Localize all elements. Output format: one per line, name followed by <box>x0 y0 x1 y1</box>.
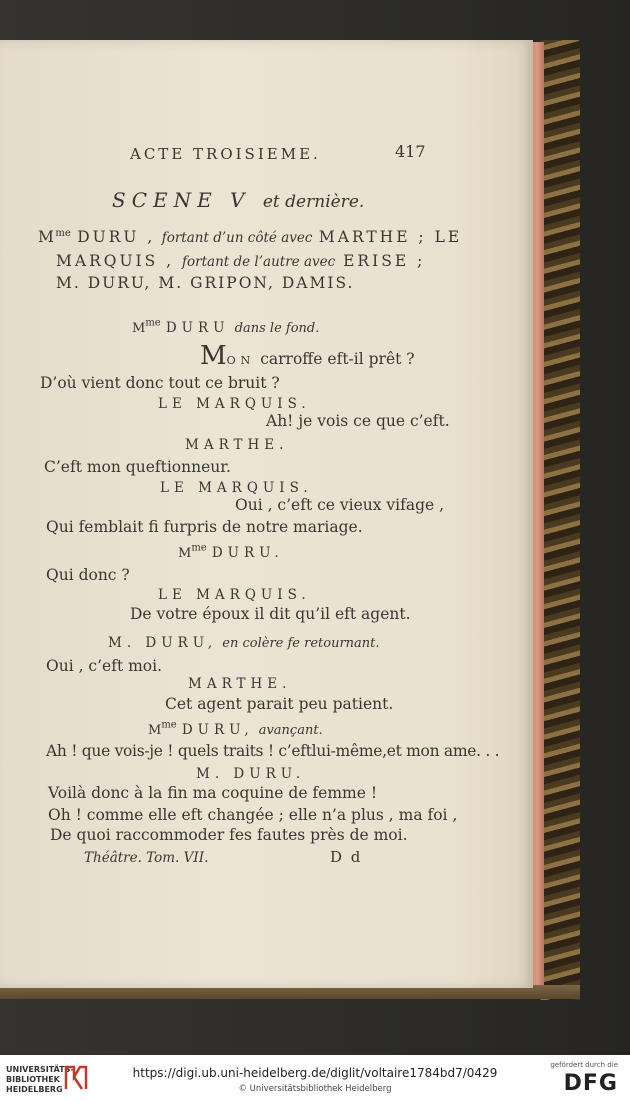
uni-line-1: UNIVERSITÄTS- <box>6 1065 74 1074</box>
scene-title-main: SCENE V <box>112 188 251 212</box>
viewer-footer <box>0 1055 630 1102</box>
verse-5: Oui , c’eft ce vieux vifage , <box>235 496 445 514</box>
speaker-marthe-2: MARTHE. <box>188 676 292 692</box>
verse-8: De votre époux il dit qu’il eft agent. <box>130 605 411 623</box>
gathering-mark: D d <box>330 848 363 866</box>
sp4-me: me <box>161 719 177 731</box>
cast-line-3: M. DURU, M. GRIPON, DAMIS. <box>56 274 355 292</box>
speaker-mme-duru-2 <box>178 542 284 561</box>
sp4-duru: DURU, <box>181 722 254 738</box>
cast-m: M <box>38 228 56 247</box>
cast-marquis: MARQUIS , <box>56 252 175 270</box>
speaker-marquis-1: LE MARQUIS. <box>158 396 311 412</box>
verse-9: Oui , c’eft moi. <box>46 657 163 675</box>
cast-line-1 <box>38 228 462 246</box>
verse-4: C’eft mon queftionneur. <box>44 458 231 476</box>
sp-duru: DURU <box>165 320 230 336</box>
speaker-mme-duru-1 <box>132 317 319 336</box>
speaker-marthe-1: MARTHE. <box>185 437 289 453</box>
cast-stage-1: fortant d’un côté avec <box>161 230 313 247</box>
dropcap-on: ON <box>226 354 256 367</box>
sp3-duru: M. DURU, <box>108 635 218 651</box>
verse-6: Qui femblait fi furpris de notre mariage. <box>46 518 363 536</box>
sp-m: M <box>132 321 146 336</box>
sp2-m: M <box>178 546 192 561</box>
running-header: ACTE TROISIEME. <box>130 145 321 163</box>
sp3-stage: en colère fe retournant. <box>222 636 380 651</box>
book-page <box>0 40 533 988</box>
book-marbled-edge <box>540 40 580 1000</box>
dropcap-m: M <box>200 341 227 371</box>
funded-by-text: gefördert durch die <box>550 1061 618 1069</box>
cast-stage-2: fortant de l’autre avec <box>182 254 336 270</box>
verse-1-text: carroffe eft-il prêt ? <box>260 350 415 368</box>
verse-1 <box>200 341 415 371</box>
document-url-link[interactable]: https://digi.ub.uni-heidelberg.de/diglit/voltaire1784bd7/0429 <box>132 1066 498 1080</box>
dfg-logo: DFG <box>563 1071 618 1096</box>
verse-10: Cet agent parait peu patient. <box>165 695 394 713</box>
cast-me: me <box>55 228 71 239</box>
signature-mark: Théâtre. Tom. VII. <box>84 850 209 866</box>
verse-13: Oh ! comme elle eft changée ; elle n’a plus , ma foi , <box>48 806 458 824</box>
speaker-marquis-2: LE MARQUIS. <box>160 480 313 496</box>
sp2-me: me <box>191 542 207 554</box>
cast-marthe: MARTHE ; LE <box>318 228 463 247</box>
sp-me: me <box>145 317 161 329</box>
verse-12: Voilà donc à la fin ma coquine de femme ! <box>48 784 378 802</box>
uni-line-3: HEIDELBERG <box>6 1085 63 1094</box>
scene-title-sub: et dernière. <box>262 192 365 212</box>
sp2-duru: DURU. <box>211 545 284 561</box>
cast-erise: ERISE ; <box>343 252 426 270</box>
sp4-stage: avançant. <box>258 723 323 738</box>
cast-duru: DURU , <box>77 228 156 247</box>
speaker-mme-duru-3 <box>148 719 323 738</box>
sp4-m: M <box>148 723 162 738</box>
speaker-m-duru-2: M. DURU. <box>196 766 306 782</box>
speaker-marquis-3: LE MARQUIS. <box>158 587 311 603</box>
verse-7: Qui donc ? <box>46 566 130 584</box>
sp-stage: dans le fond. <box>234 321 320 336</box>
cast-line-2 <box>56 252 425 270</box>
scene-title <box>112 188 364 212</box>
page-number: 417 <box>395 142 426 161</box>
verse-2: D’où vient donc tout ce bruit ? <box>40 374 280 392</box>
copyright-text: © Universitätsbibliothek Heidelberg <box>238 1084 392 1094</box>
verse-11: Ah ! que vois-je ! quels traits ! c’eftlui-même,et mon ame. . . <box>46 742 500 760</box>
uni-line-2: BIBLIOTHEK <box>6 1075 60 1084</box>
verse-3: Ah! je vois ce que c’eft. <box>266 412 450 430</box>
speaker-m-duru-1 <box>108 632 380 651</box>
verse-14: De quoi raccommoder fes fautes près de moi. <box>50 826 408 844</box>
